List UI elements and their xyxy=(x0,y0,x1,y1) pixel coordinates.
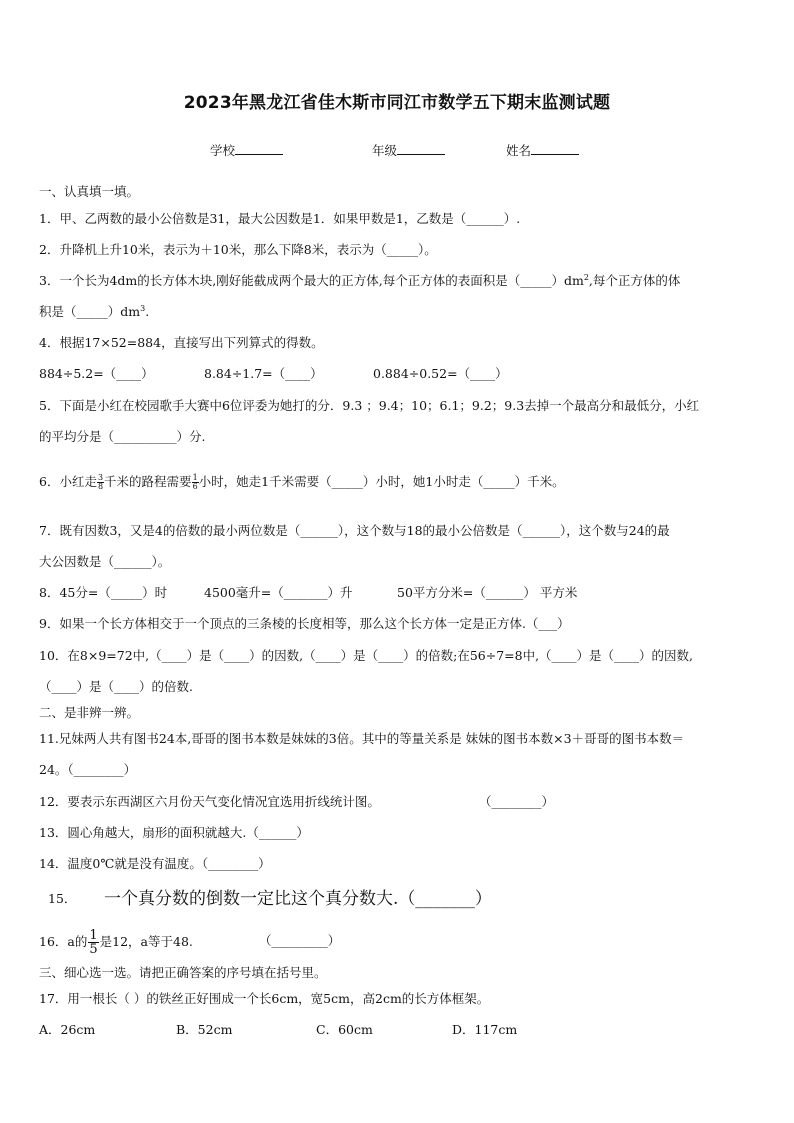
school-field xyxy=(210,141,283,159)
question-8a: 8．45分=（_____）时 xyxy=(39,585,168,600)
question-11-line-1: 11.兄妹两人共有图书24本,哥哥的图书本数是妹妹的3倍。其中的等量关系是 妹妹的图书本数×3＋哥哥的图书本数＝ xyxy=(39,731,685,746)
question-7-line-2: 大公因数是（______）。 xyxy=(39,554,171,569)
fraction-numerator: 1 xyxy=(89,928,98,943)
grade-blank xyxy=(397,142,445,155)
question-9: 9．如果一个长方体相交于一个顶点的三条棱的长度相等，那么这个长方体一定是正方体.（___） xyxy=(39,616,570,631)
name-label: 姓名 xyxy=(506,143,532,158)
question-8c: 50平方分米=（______） 平方米 xyxy=(397,585,578,600)
question-15-text: 一个真分数的倒数一定比这个真分数大.（_______） xyxy=(104,889,492,909)
question-3-line-2 xyxy=(39,302,149,320)
section-2-heading: 二、是非辨一辨。 xyxy=(39,705,140,720)
question-16-post: 是12，a等于48. xyxy=(99,934,193,949)
question-5-line-1: 5．下面是小红在校园歌手大赛中6位评委为她打的分．9.3 ；9.4；10；6.1；9.2；9.3去掉一个最高分和最低分，小红 xyxy=(39,398,700,413)
fraction-denominator: 5 xyxy=(89,942,98,957)
question-3-line-1 xyxy=(39,271,680,289)
question-17: 17．用一根长（ ）的铁丝正好围成一个长6cm，宽5cm，高2cm的长方体框架。 xyxy=(39,991,490,1006)
question-14: 14．温度0℃就是没有温度。（________） xyxy=(39,856,271,871)
question-3-text: 3．一个长为4dm的长方体木块,刚好能截成两个最大的正方体,每个正方体的表面积是（_____）dm xyxy=(39,273,584,288)
question-5-line-2: 的平均分是（__________）分. xyxy=(39,429,206,444)
question-3-tail: ,每个正方体的体 xyxy=(588,273,681,288)
question-4a: 884÷5.2=（____） xyxy=(39,366,154,381)
fraction-numerator: 3 xyxy=(97,473,104,482)
section-1-heading: 一、认真填一填。 xyxy=(39,184,140,199)
question-15-number: 15． xyxy=(48,891,77,906)
question-16-blank: （_________） xyxy=(259,933,341,948)
fraction-denominator: 6 xyxy=(192,482,198,491)
question-10-line-1: 10．在8×9=72中,（____）是（____）的因数,（____）是（____）的倍数;在56÷7=8中,（____）是（____）的因数, xyxy=(39,648,694,663)
question-17-option-b: B．52cm xyxy=(176,1022,233,1037)
question-6-post: 小时，她走1千米需要（_____）小时，她1小时走（_____）千米。 xyxy=(198,474,565,489)
question-8b: 4500毫升=（_______）升 xyxy=(204,585,353,600)
question-6-pre: 6．小红走 xyxy=(39,474,97,489)
school-label: 学校 xyxy=(210,143,236,158)
question-4b: 8.84÷1.7=（____） xyxy=(204,366,323,381)
fraction-denominator: 8 xyxy=(97,482,104,491)
question-1: 1．甲、乙两数的最小公倍数是31，最大公因数是1．如果甲数是1，乙数是（______）. xyxy=(39,211,521,226)
grade-label: 年级 xyxy=(372,143,398,158)
question-17-option-c: C．60cm xyxy=(316,1022,373,1037)
question-10-line-2: （____）是（____）的倍数. xyxy=(39,679,193,694)
question-6-mid: 千米的路程需要 xyxy=(104,474,192,489)
question-16-pre: 16．a的 xyxy=(39,934,88,949)
fraction-one-sixth xyxy=(192,474,199,491)
page-title: 2023年黑龙江省佳木斯市同江市数学五下期末监测试题 xyxy=(183,93,611,113)
grade-field xyxy=(372,141,445,159)
question-6 xyxy=(39,472,565,491)
fraction-numerator: 1 xyxy=(192,473,198,482)
question-2: 2．升降机上升10米，表示为＋10米，那么下降8米，表示为（_____）。 xyxy=(39,242,437,257)
question-7-line-1: 7．既有因数3，又是4的倍数的最小两位数是（______），这个数与18的最小公倍数是（______），这个数与24的最 xyxy=(39,523,670,538)
question-16 xyxy=(39,929,193,956)
question-17-option-a: A．26cm xyxy=(39,1022,96,1037)
question-12: 12．要表示东西湖区六月份天气变化情况宜选用折线统计图。 xyxy=(39,794,380,809)
question-4c: 0.884÷0.52=（____） xyxy=(373,366,508,381)
fraction-one-fifth xyxy=(88,929,98,956)
name-field xyxy=(506,141,579,159)
question-4: 4．根据17×52=884，直接写出下列算式的得数。 xyxy=(39,335,324,350)
question-3b-text: 积是（_____）dm xyxy=(39,304,141,319)
school-blank xyxy=(235,142,283,155)
name-blank xyxy=(531,142,579,155)
section-3-heading: 三、细心选一选。请把正确答案的序号填在括号里。 xyxy=(39,965,327,980)
question-13: 13．圆心角越大，扇形的面积就越大.（______） xyxy=(39,825,309,840)
question-3b-tail: . xyxy=(145,304,150,319)
fraction-three-eighths xyxy=(97,474,104,491)
cubed-mark: 3 xyxy=(140,303,146,313)
question-11-line-2: 24。（________） xyxy=(39,762,137,777)
squared-mark: 2 xyxy=(583,272,589,282)
question-17-option-d: D．117cm xyxy=(452,1022,518,1037)
question-12-blank: （________） xyxy=(479,794,555,809)
